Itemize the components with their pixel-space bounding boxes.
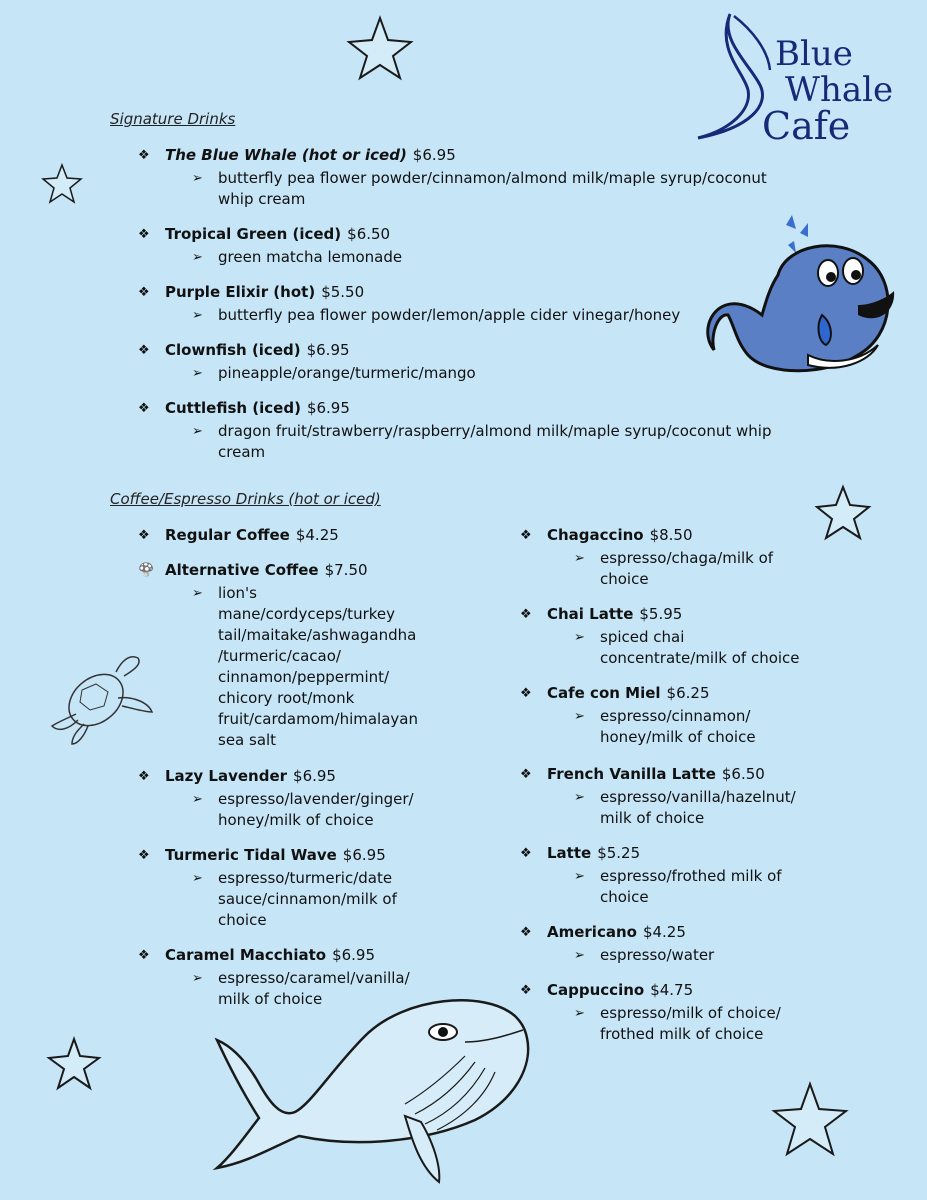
menu-item-description (574, 787, 874, 829)
diamond-bullet-icon: ❖ (520, 983, 532, 998)
diamond-bullet-icon: ❖ (520, 686, 532, 701)
mushroom-icon: 🍄 (138, 563, 155, 578)
menu-item-description (192, 168, 812, 210)
menu-item-price: $8.50 (649, 526, 693, 544)
description-line: tail/maitake/ashwagandha (218, 626, 417, 644)
menu-item-name: Chagaccino (547, 526, 644, 544)
menu-item-name: Regular Coffee (165, 526, 290, 544)
logo-line-3: Cafe (762, 104, 851, 148)
menu-item-name: Cafe con Miel (547, 684, 661, 702)
menu-item-price: $6.95 (332, 946, 376, 964)
arrow-bullet-icon: ➢ (192, 250, 203, 265)
description-line: spiced chai (600, 628, 685, 646)
menu-item-name: Cappuccino (547, 981, 645, 999)
menu-item (520, 683, 710, 704)
menu-item-description (574, 866, 874, 908)
menu-item-price: $6.50 (347, 225, 391, 243)
description-line: chicory root/monk (218, 689, 355, 707)
coffee-drinks-title: Coffee/Espresso Drinks (hot or iced) (110, 490, 381, 508)
description-line: choice (218, 911, 267, 929)
arrow-bullet-icon: ➢ (574, 948, 585, 963)
description-line: milk of choice (600, 809, 705, 827)
description-line: pineapple/orange/turmeric/mango (218, 364, 476, 382)
menu-item-description (192, 583, 492, 751)
menu-item-name: Clownfish (iced) (165, 341, 301, 359)
menu-item-price: $6.95 (412, 146, 456, 164)
description-line: cream (218, 443, 266, 461)
diamond-bullet-icon: ❖ (520, 925, 532, 940)
menu-item-name: Americano (547, 923, 637, 941)
menu-item-name: Caramel Macchiato (165, 946, 327, 964)
arrow-bullet-icon: ➢ (574, 709, 585, 724)
whale-drawing-icon (215, 996, 545, 1196)
menu-item-description (192, 868, 492, 931)
menu-item (520, 604, 682, 625)
menu-item-description (574, 627, 874, 669)
menu-item-price: $6.50 (721, 765, 765, 783)
starfish-icon (40, 162, 84, 206)
menu-item-price: $7.50 (324, 561, 368, 579)
arrow-bullet-icon: ➢ (574, 1006, 585, 1021)
menu-item-price: $4.75 (650, 981, 694, 999)
arrow-bullet-icon: ➢ (574, 630, 585, 645)
menu-item-description (192, 421, 812, 463)
menu-item-price: $5.50 (321, 283, 365, 301)
menu-item-name: Chai Latte (547, 605, 634, 623)
menu-item (138, 224, 390, 245)
arrow-bullet-icon: ➢ (192, 971, 203, 986)
description-line: dragon fruit/strawberry/raspberry/almond milk/maple syrup/coconut whip (218, 422, 772, 440)
description-line: espresso/water (600, 946, 715, 964)
description-line: sea salt (218, 731, 277, 749)
menu-item (520, 764, 765, 785)
description-line: cinnamon/peppermint/ (218, 668, 390, 686)
description-line: frothed milk of choice (600, 1025, 764, 1043)
logo-line-1: Blue (775, 34, 853, 74)
diamond-bullet-icon: ❖ (138, 948, 150, 963)
menu-item-description (192, 789, 492, 831)
menu-item-name: Tropical Green (iced) (165, 225, 342, 243)
description-line: espresso/caramel/vanilla/ (218, 969, 410, 987)
menu-item (138, 945, 375, 966)
diamond-bullet-icon: ❖ (520, 607, 532, 622)
description-line: butterfly pea flower powder/cinnamon/almond milk/maple syrup/coconut (218, 169, 767, 187)
menu-item-price: $5.95 (639, 605, 683, 623)
diamond-bullet-icon: ❖ (138, 343, 150, 358)
diamond-bullet-icon: ❖ (138, 285, 150, 300)
diamond-bullet-icon: ❖ (138, 528, 150, 543)
description-line: choice (600, 570, 649, 588)
menu-item (138, 560, 368, 581)
description-line: fruit/cardamom/himalayan (218, 710, 418, 728)
description-line: mane/cordyceps/turkey (218, 605, 395, 623)
menu-item-name: Turmeric Tidal Wave (165, 846, 337, 864)
menu-item (138, 398, 350, 419)
starfish-icon (814, 484, 872, 542)
menu-item (520, 980, 693, 1001)
description-line: sauce/cinnamon/milk of (218, 890, 397, 908)
arrow-bullet-icon: ➢ (192, 366, 203, 381)
starfish-icon (770, 1080, 850, 1160)
description-line: espresso/lavender/ginger/ (218, 790, 414, 808)
diamond-bullet-icon: ❖ (138, 148, 150, 163)
menu-item-price: $4.25 (295, 526, 339, 544)
menu-item-name: French Vanilla Latte (547, 765, 716, 783)
menu-item-price: $5.25 (597, 844, 641, 862)
description-line: espresso/milk of choice/ (600, 1004, 781, 1022)
diamond-bullet-icon: ❖ (138, 401, 150, 416)
arrow-bullet-icon: ➢ (192, 792, 203, 807)
sea-turtle-icon (48, 640, 158, 750)
description-line: lion's (218, 584, 257, 602)
description-line: honey/milk of choice (218, 811, 374, 829)
arrow-bullet-icon: ➢ (574, 551, 585, 566)
diamond-bullet-icon: ❖ (520, 767, 532, 782)
menu-item-price: $4.25 (642, 923, 686, 941)
description-line: honey/milk of choice (600, 728, 756, 746)
menu-item-name: Cuttlefish (iced) (165, 399, 301, 417)
menu-item-price: $6.95 (306, 341, 350, 359)
menu-item-price: $6.95 (306, 399, 350, 417)
description-line: green matcha lemonade (218, 248, 403, 266)
menu-item-description (574, 1003, 874, 1045)
description-line: /turmeric/cacao/ (218, 647, 341, 665)
menu-item (138, 525, 339, 546)
description-line: espresso/cinnamon/ (600, 707, 751, 725)
arrow-bullet-icon: ➢ (192, 171, 203, 186)
menu-item-description (574, 706, 874, 748)
menu-item (520, 843, 640, 864)
menu-item-name: Latte (547, 844, 592, 862)
menu-item-price: $6.95 (342, 846, 386, 864)
menu-item-name: Purple Elixir (hot) (165, 283, 316, 301)
menu-item-price: $6.95 (293, 767, 336, 785)
menu-item-description (574, 945, 874, 966)
diamond-bullet-icon: ❖ (138, 848, 150, 863)
starfish-icon (46, 1036, 102, 1092)
menu-item (138, 845, 386, 866)
diamond-bullet-icon: ❖ (520, 846, 532, 861)
logo-line-2: Whale (785, 70, 894, 110)
description-line: espresso/turmeric/date (218, 869, 393, 887)
arrow-bullet-icon: ➢ (192, 871, 203, 886)
description-line: whip cream (218, 190, 306, 208)
arrow-bullet-icon: ➢ (574, 790, 585, 805)
arrow-bullet-icon: ➢ (192, 586, 203, 601)
starfish-icon (345, 14, 415, 84)
arrow-bullet-icon: ➢ (574, 869, 585, 884)
description-line: espresso/chaga/milk of (600, 549, 774, 567)
menu-item-price: $6.25 (666, 684, 710, 702)
menu-item (138, 340, 350, 361)
diamond-bullet-icon: ❖ (138, 227, 150, 242)
menu-item (138, 282, 364, 303)
signature-drinks-title: Signature Drinks (110, 110, 236, 128)
menu-item-name: The Blue Whale (hot or iced) (165, 146, 407, 164)
cartoon-whale-icon (708, 215, 908, 385)
description-line: concentrate/milk of choice (600, 649, 800, 667)
menu-item-name: Lazy Lavender (165, 767, 288, 785)
menu-item (520, 922, 686, 943)
menu-item (520, 525, 693, 546)
menu-item-description (574, 548, 874, 590)
description-line: espresso/vanilla/hazelnut/ (600, 788, 796, 806)
menu-item-name: Alternative Coffee (165, 561, 319, 579)
description-line: choice (600, 888, 649, 906)
menu-item (138, 766, 336, 787)
description-line: espresso/frothed milk of (600, 867, 782, 885)
diamond-bullet-icon: ❖ (138, 769, 150, 784)
diamond-bullet-icon: ❖ (520, 528, 532, 543)
menu-item (138, 145, 456, 166)
arrow-bullet-icon: ➢ (192, 424, 203, 439)
arrow-bullet-icon: ➢ (192, 308, 203, 323)
description-line: milk of choice (218, 990, 323, 1008)
description-line: butterfly pea flower powder/lemon/apple cider vinegar/honey (218, 306, 681, 324)
